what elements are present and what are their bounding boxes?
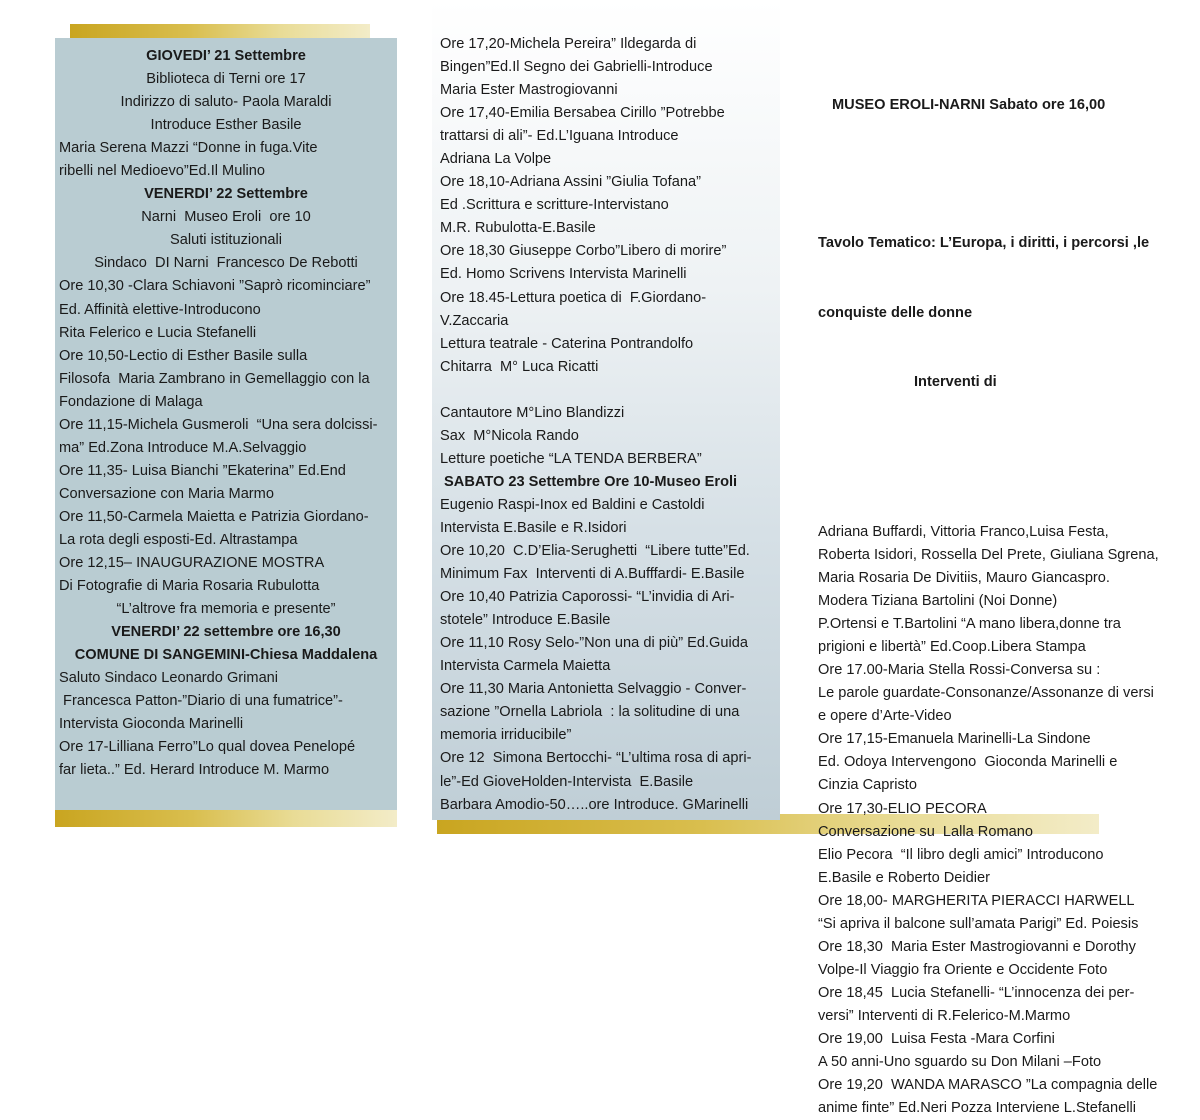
text-line: Adriana Buffardi, Vittoria Franco,Luisa Festa, <box>818 523 1109 540</box>
text-line: Ore 18,30 Maria Ester Mastrogiovanni e Dorothy <box>818 938 1136 955</box>
text-line: M.R. Rubulotta-E.Basile <box>440 220 596 237</box>
text-line: “L’altrove fra memoria e presente” <box>116 601 336 618</box>
text-line: stotele” Introduce E.Basile <box>440 612 611 629</box>
text-line: Filosofa Maria Zambrano in Gemellaggio con la <box>59 370 370 387</box>
text-line: Ore 10,40 Patrizia Caporossi- “L’invidia di Ari- <box>440 589 735 606</box>
text-line: Volpe-Il Viaggio fra Oriente e Occidente Foto <box>818 961 1108 978</box>
text-line <box>440 379 780 402</box>
text-line: Intervista Carmela Maietta <box>440 658 611 675</box>
text-line: Francesca Patton-”Diario di una fumatrice”- <box>59 693 343 710</box>
text-line: Eugenio Raspi-Inox ed Baldini e Castoldi <box>440 496 705 513</box>
text-line: Ore 11,35- Luisa Bianchi ”Ekaterina” Ed.End <box>59 462 346 479</box>
bottom-left-gold-bar <box>55 810 397 827</box>
text-line: Minimum Fax Interventi di A.Bufffardi- E.Basile <box>440 566 745 583</box>
text-line: Ore 18,00- MARGHERITA PIERACCI HARWELL <box>818 892 1135 909</box>
text-line: SABATO 23 Settembre Ore 10-Museo Eroli <box>440 473 738 490</box>
text-line: Ore 10,30 -Clara Schiavoni ”Saprò ricominciare” <box>59 278 371 295</box>
text-line: Elio Pecora “Il libro degli amici” Introducono <box>818 846 1104 863</box>
text-line: V.Zaccaria <box>440 312 509 329</box>
text-line: Ore 19,20 WANDA MARASCO ”La compagnia delle <box>818 1077 1158 1094</box>
text-line: sazione ”Ornella Labriola : la solitudine di una <box>440 704 740 721</box>
text-line: versi” Interventi di R.Felerico-M.Marmo <box>818 1007 1071 1024</box>
interventi-heading: Interventi di <box>914 373 997 390</box>
text-line: Ore 18,45 Lucia Stefanelli- “L’innocenza dei per- <box>818 984 1135 1001</box>
text-line: VENERDI’ 22 settembre ore 16,30 <box>111 624 341 641</box>
text-line: Introduce Esther Basile <box>150 117 302 134</box>
text-line: Ore 18,30 Giuseppe Corbo”Libero di morire” <box>440 243 727 260</box>
text-line: La rota degli esposti-Ed. Altrastampa <box>59 531 298 548</box>
tavolo-heading-line1: Tavolo Tematico: L’Europa, i diritti, i percorsi ,le <box>818 235 1150 252</box>
text-line: Intervista E.Basile e R.Isidori <box>440 519 627 536</box>
text-line: Fondazione di Malaga <box>59 393 203 410</box>
text-line: Ore 11,30 Maria Antonietta Selvaggio - Conver- <box>440 681 747 698</box>
text-line: e opere d’Arte-Video <box>818 708 952 725</box>
text-line: Modera Tiziana Bartolini (Noi Donne) <box>818 593 1058 610</box>
right-column <box>818 48 1178 1117</box>
text-line: ma” Ed.Zona Introduce M.A.Selvaggio <box>59 439 307 456</box>
text-line: Ore 12,15– INAUGURAZIONE MOSTRA <box>59 555 325 572</box>
text-line: Le parole guardate-Consonanze/Assonanze di versi <box>818 685 1154 702</box>
text-line: “Si apriva il balcone sull’amata Parigi” Ed. Poiesis <box>818 915 1139 932</box>
text-line: GIOVEDI’ 21 Settembre <box>146 48 306 64</box>
text-line: Ore 12 Simona Bertocchi- “L’ultima rosa di apri- <box>440 750 752 767</box>
text-line: Narni Museo Eroli ore 10 <box>141 209 311 226</box>
text-line: Cinzia Capristo <box>818 777 917 794</box>
text-line: Conversazione con Maria Marmo <box>59 485 274 502</box>
left-column-text <box>59 45 393 783</box>
text-line: Bingen”Ed.Il Segno dei Gabrielli-Introduce <box>440 59 713 76</box>
text-line: Adriana La Volpe <box>440 151 552 168</box>
middle-column-text <box>440 33 780 817</box>
text-line: Ore 17,20-Michela Pereira” Ildegarda di <box>440 36 697 52</box>
text-line: Rita Felerico e Lucia Stefanelli <box>59 324 257 341</box>
text-line: Sax M°Nicola Rando <box>440 427 579 444</box>
text-line: Di Fotografie di Maria Rosaria Rubulotta <box>59 578 320 595</box>
text-line: Maria Rosaria De Divitiis, Mauro Giancaspro. <box>818 570 1110 587</box>
text-line: Ore 10,20 C.D’Elia-Serughetti “Libere tutte”Ed. <box>440 543 750 560</box>
museo-heading: MUSEO EROLI-NARNI Sabato ore 16,00 <box>832 97 1106 114</box>
text-line: Ore 17,40-Emilia Bersabea Cirillo ”Potrebbe <box>440 105 725 122</box>
text-line: Saluto Sindaco Leonardo Grimani <box>59 670 279 687</box>
text-line: A 50 anni-Uno sguardo su Don Milani –Foto <box>818 1054 1102 1071</box>
text-line: Ed. Homo Scrivens Intervista Marinelli <box>440 266 687 283</box>
text-line: far lieta..” Ed. Herard Introduce M. Marmo <box>59 762 330 779</box>
text-line: ribelli nel Medioevo”Ed.Il Mulino <box>59 163 266 180</box>
text-line: memoria irriducibile” <box>440 727 572 744</box>
text-line: Letture poetiche “LA TENDA BERBERA” <box>440 450 702 467</box>
text-line: Ore 11,50-Carmela Maietta e Patrizia Giordano- <box>59 508 369 525</box>
text-line: Ed. Odoya Intervengono Gioconda Marinelli e <box>818 754 1118 771</box>
text-line: anime finte” Ed.Neri Pozza Interviene L.Stefanelli <box>818 1100 1136 1117</box>
text-line: Ore 17-Lilliana Ferro”Lo qual dovea Penelopé <box>59 739 356 756</box>
text-line: Lettura teatrale - Caterina Pontrandolfo <box>440 335 694 352</box>
text-line: Cantautore M°Lino Blandizzi <box>440 404 625 421</box>
text-line: Ore 10,50-Lectio di Esther Basile sulla <box>59 347 308 364</box>
text-line: Chitarra M° Luca Ricatti <box>440 358 599 375</box>
text-line: Saluti istituzionali <box>170 232 282 249</box>
text-line: Ore 18,10-Adriana Assini ”Giulia Tofana” <box>440 174 701 191</box>
text-line: Sindaco DI Narni Francesco De Rebotti <box>94 255 358 272</box>
text-line: Ore 17.00-Maria Stella Rossi-Conversa su : <box>818 662 1101 679</box>
tavolo-heading-line2: conquiste delle donne <box>818 304 973 321</box>
text-line: trattarsi di ali”- Ed.L’Iguana Introduce <box>440 128 679 145</box>
text-line: COMUNE DI SANGEMINI-Chiesa Maddalena <box>74 647 378 664</box>
text-line: Indirizzo di saluto- Paola Maraldi <box>120 94 332 111</box>
text-line: Roberta Isidori, Rossella Del Prete, Giuliana Sgrena, <box>818 546 1159 563</box>
text-line: Ore 18.45-Lettura poetica di F.Giordano- <box>440 289 707 306</box>
text-line: Maria Ester Mastrogiovanni <box>440 82 618 99</box>
text-line: Ore 11,10 Rosy Selo-”Non una di più” Ed.Guida <box>440 635 748 652</box>
text-line: Biblioteca di Terni ore 17 <box>146 71 306 88</box>
text-line: Barbara Amodio-50…..ore Introduce. GMarinelli <box>440 796 749 813</box>
text-line: VENERDI’ 22 Settembre <box>144 186 308 203</box>
text-line: le”-Ed GioveHolden-Intervista E.Basile <box>440 773 694 790</box>
right-column-list <box>818 521 1178 1117</box>
text-line: Ore 11,15-Michela Gusmeroli “Una sera dolcissi- <box>59 416 378 433</box>
text-line: Ore 17,15-Emanuela Marinelli-La Sindone <box>818 731 1091 748</box>
text-line: Ore 17,30-ELIO PECORA <box>818 800 987 817</box>
text-line: P.Ortensi e T.Bartolini “A mano libera,donne tra <box>818 616 1121 633</box>
text-line: Maria Serena Mazzi “Donne in fuga.Vite <box>59 140 318 157</box>
text-line: Conversazione su Lalla Romano <box>818 823 1033 840</box>
text-line: E.Basile e Roberto Deidier <box>818 869 990 886</box>
text-line: Intervista Gioconda Marinelli <box>59 716 244 733</box>
text-line: Ed. Affinità elettive-Introducono <box>59 301 261 318</box>
text-line: Ore 19,00 Luisa Festa -Mara Corfini <box>818 1030 1055 1047</box>
text-line: prigioni e libertà” Ed.Coop.Libera Stampa <box>818 639 1086 656</box>
text-line: Ed .Scrittura e scritture-Intervistano <box>440 197 669 214</box>
